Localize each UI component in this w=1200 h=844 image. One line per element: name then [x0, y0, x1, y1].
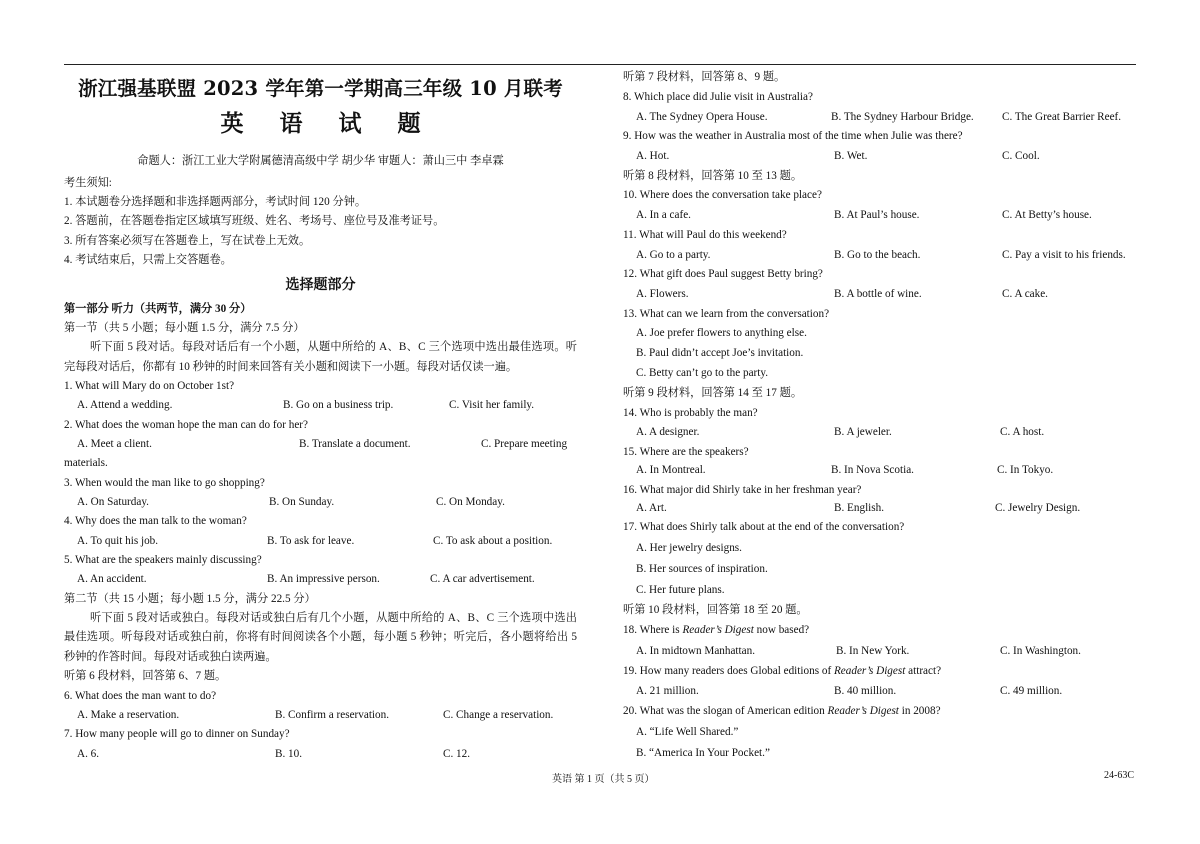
- q11-stem: 11. What will Paul do this weekend?: [623, 228, 787, 241]
- q19-stem: [623, 662, 1138, 682]
- option-c: C. Betty can’t go to the party.: [636, 366, 769, 379]
- q8-options: [623, 108, 1138, 128]
- option-a: A. Art.: [636, 501, 667, 514]
- q5-options: [64, 570, 577, 590]
- q6-stem: 6. What does the man want to do?: [64, 689, 217, 702]
- q20-stem-text-end: in 2008?: [898, 705, 941, 718]
- option-a: A. “Life Well Shared.”: [636, 726, 739, 739]
- option-b: B. A bottle of wine.: [834, 287, 922, 300]
- option-b: B. Translate a document.: [299, 437, 411, 450]
- option-a: A. In a cafe.: [636, 209, 691, 222]
- material-9-note: 听第 9 段材料，回答第 14 至 17 题。: [623, 386, 803, 399]
- option-a: A. 6.: [77, 747, 100, 760]
- q1-stem: 1. What will Mary do on October 1st?: [64, 379, 235, 392]
- q10-options: [623, 206, 1138, 226]
- option-b: B. “America In Your Pocket.”: [636, 747, 770, 760]
- option-a: A. In midtown Manhattan.: [636, 644, 756, 657]
- q6-options: [64, 706, 577, 726]
- sec1-heading: 第一节（共 5 小题；每小题 1.5 分，满分 7.5 分）: [64, 322, 305, 335]
- q10-stem: 10. Where does the conversation take place?: [623, 189, 822, 202]
- option-b: B. Go on a business trip.: [283, 399, 394, 412]
- option-b: B. An impressive person.: [267, 573, 380, 586]
- q13-stem: 13. What can we learn from the conversation?: [623, 307, 830, 320]
- option-a: A. To quit his job.: [77, 534, 159, 547]
- option-a: A. Make a reservation.: [77, 708, 180, 721]
- option-c: C. In Tokyo.: [997, 463, 1054, 476]
- option-c: C. Change a reservation.: [443, 708, 554, 721]
- exam-subtitle: 英 语 试 题: [220, 110, 435, 137]
- q7-options: [64, 745, 577, 765]
- page-number-footer: 英语 第 1 页（共 5 页）: [552, 774, 655, 785]
- material-6-note: 听第 6 段材料，回答第 6、7 题。: [64, 669, 227, 682]
- q2-stem: 2. What does the woman hope the man can do for her?: [64, 418, 308, 431]
- notice-item: 3. 所有答案必须写在答题卷上，写在试卷上无效。: [64, 234, 311, 247]
- q7-stem: 7. How many people will go to dinner on Sunday?: [64, 728, 290, 741]
- sec1-instructions: 听下面 5 段对话。每段对话后有一个小题，从题中所给的 A、B、C 三个选项中选出最佳选项。听完每段对话后，你都有 10 秒钟的时间来回答有关小题和阅读下一小题。每段对话仅读一遍。: [64, 341, 577, 373]
- q17-stem: 17. What does Shirly talk about at the end of the conversation?: [623, 521, 905, 534]
- q18-stem-italic: Reader’s Digest: [682, 623, 754, 636]
- q20-stem: [623, 702, 1138, 722]
- option-b: B. The Sydney Harbour Bridge.: [831, 110, 974, 123]
- option-a: A. Meet a client.: [77, 437, 152, 450]
- q14-stem: 14. Who is probably the man?: [623, 406, 758, 419]
- q15-options: [623, 461, 1138, 481]
- exam-code: 24-63C: [1104, 770, 1134, 781]
- q18-stem-text: 18. Where is: [623, 623, 683, 636]
- option-b: B. English.: [834, 501, 885, 514]
- option-b: B. In New York.: [836, 644, 910, 657]
- q3-stem: 3. When would the man like to go shopping?: [64, 476, 265, 489]
- option-b: B. Confirm a reservation.: [275, 708, 390, 721]
- option-b: B. 40 million.: [834, 685, 897, 698]
- option-c: C. A host.: [1000, 426, 1045, 439]
- option-c: C. To ask about a position.: [433, 534, 553, 547]
- option-a: A. In Montreal.: [636, 463, 706, 476]
- sec2-instructions: 听下面 5 段对话或独白。每段对话或独白后有几个小题，从题中所给的 A、B、C 三个选项中选出最佳选项。听每段对话或独白前，你将有时间阅读各个小题，每小题 5 秒钟；听完后，各小题将给出 5 秒钟的作答时间。每段对话或独白读两遍。: [64, 612, 577, 663]
- option-b: B. In Nova Scotia.: [831, 463, 914, 476]
- option-c: C. Cool.: [1002, 149, 1040, 162]
- option-c: C. Her future plans.: [636, 583, 725, 596]
- q2-options: [64, 435, 577, 455]
- option-b: B. Her sources of inspiration.: [636, 562, 768, 575]
- option-c: C. A cake.: [1002, 287, 1048, 300]
- notice-item: 1. 本试题卷分选择题和非选择题两部分，考试时间 120 分钟。: [64, 196, 367, 209]
- q18-stem-text-end: now based?: [753, 623, 810, 636]
- q5-stem: 5. What are the speakers mainly discussing?: [64, 554, 262, 567]
- q19-stem-italic: Reader’s Digest: [833, 664, 906, 677]
- part1-heading: 第一部分 听力（共两节，满分 30 分）: [64, 303, 252, 316]
- option-a: A. Flowers.: [636, 287, 689, 300]
- option-c: C. 49 million.: [1000, 685, 1063, 698]
- q19-stem-text-end: attract?: [905, 664, 942, 677]
- material-10-note: 听第 10 段材料，回答第 18 至 20 题。: [623, 603, 808, 616]
- q3-options: [64, 493, 577, 513]
- sec2-heading: 第二节（共 15 小题；每小题 1.5 分，满分 22.5 分）: [64, 593, 316, 606]
- option-b: B. 10.: [275, 747, 303, 760]
- option-a: A. Her jewelry designs.: [636, 541, 742, 554]
- option-b: B. To ask for leave.: [267, 534, 355, 547]
- option-b: B. Go to the beach.: [834, 248, 921, 261]
- option-c: C. Visit her family.: [449, 399, 535, 412]
- option-c: C. The Great Barrier Reef.: [1002, 110, 1122, 123]
- q20-stem-italic: Reader’s Digest: [827, 705, 899, 718]
- q15-stem: 15. Where are the speakers?: [623, 445, 749, 458]
- option-a: A. On Saturday.: [77, 495, 149, 508]
- option-b: B. At Paul’s house.: [834, 209, 920, 222]
- option-a: A. 21 million.: [636, 685, 699, 698]
- q4-options: [64, 532, 577, 552]
- option-a: A. Joe prefer flowers to anything else.: [636, 327, 807, 340]
- notice-block: [64, 174, 577, 270]
- option-a: A. Go to a party.: [636, 248, 711, 261]
- option-a: A. The Sydney Opera House.: [636, 110, 768, 123]
- option-b: B. On Sunday.: [269, 495, 335, 508]
- option-a: A. Hot.: [636, 149, 670, 162]
- option-c: C. On Monday.: [436, 495, 505, 508]
- q4-stem: 4. Why does the man talk to the woman?: [64, 515, 247, 528]
- q19-stem-text: 19. How many readers does Global editions of: [623, 664, 834, 677]
- notice-item: 4. 考试结束后，只需上交答题卷。: [64, 253, 232, 266]
- option-a: A. An accident.: [77, 573, 147, 586]
- q18-stem: [623, 621, 1138, 641]
- option-c: C. 12.: [443, 747, 471, 760]
- option-b: B. Paul didn’t accept Joe’s invitation.: [636, 347, 804, 360]
- q9-options: [623, 147, 1138, 167]
- top-rule: [64, 64, 1136, 65]
- option-c: C. A car advertisement.: [430, 573, 535, 586]
- exam-title: 浙江强基联盟 2023 学年第一学期高三年级 10 月联考: [78, 77, 563, 100]
- notice-item: 2. 答题前，在答题卷指定区域填写班级、姓名、考场号、座位号及准考证号。: [64, 215, 445, 228]
- q8-stem: 8. Which place did Julie visit in Australia?: [623, 90, 813, 103]
- left-column: [64, 70, 577, 764]
- q16-options: [623, 499, 1138, 519]
- option-c: C. Pay a visit to his friends.: [1002, 248, 1126, 261]
- right-column: [623, 68, 1138, 764]
- q20-stem-text: 20. What was the slogan of American edition: [623, 705, 828, 718]
- section-title: 选择题部分: [285, 277, 356, 294]
- option-b: B. A jeweler.: [834, 426, 892, 439]
- option-c: C. Prepare meeting: [481, 437, 568, 450]
- authors-line: 命题人：浙江工业大学附属德清高级中学 胡少华 审题人：萧山三中 李卓霖: [137, 155, 504, 167]
- option-a: A. Attend a wedding.: [77, 399, 173, 412]
- q18-options: [623, 641, 1138, 662]
- notice-heading: 考生须知:: [64, 177, 112, 189]
- option-b: B. Wet.: [834, 149, 868, 162]
- q1-options: [64, 396, 577, 416]
- material-8-note: 听第 8 段材料，回答第 10 至 13 题。: [623, 169, 803, 182]
- option-c: C. In Washington.: [1000, 644, 1081, 657]
- option-c: C. Jewelry Design.: [995, 501, 1081, 514]
- option-a: A. A designer.: [636, 426, 700, 439]
- option-c-continued: materials.: [64, 457, 108, 470]
- q16-stem: 16. What major did Shirly take in her freshman year?: [623, 483, 862, 496]
- q19-options: [623, 681, 1138, 702]
- q11-options: [623, 246, 1138, 266]
- material-7-note: 听第 7 段材料，回答第 8、9 题。: [623, 71, 786, 83]
- q9-stem: 9. How was the weather in Australia most of the time when Julie was there?: [623, 130, 963, 143]
- option-c: C. At Betty’s house.: [1002, 209, 1092, 222]
- q14-options: [623, 423, 1138, 443]
- q12-options: [623, 285, 1138, 305]
- q12-stem: 12. What gift does Paul suggest Betty bring?: [623, 268, 823, 281]
